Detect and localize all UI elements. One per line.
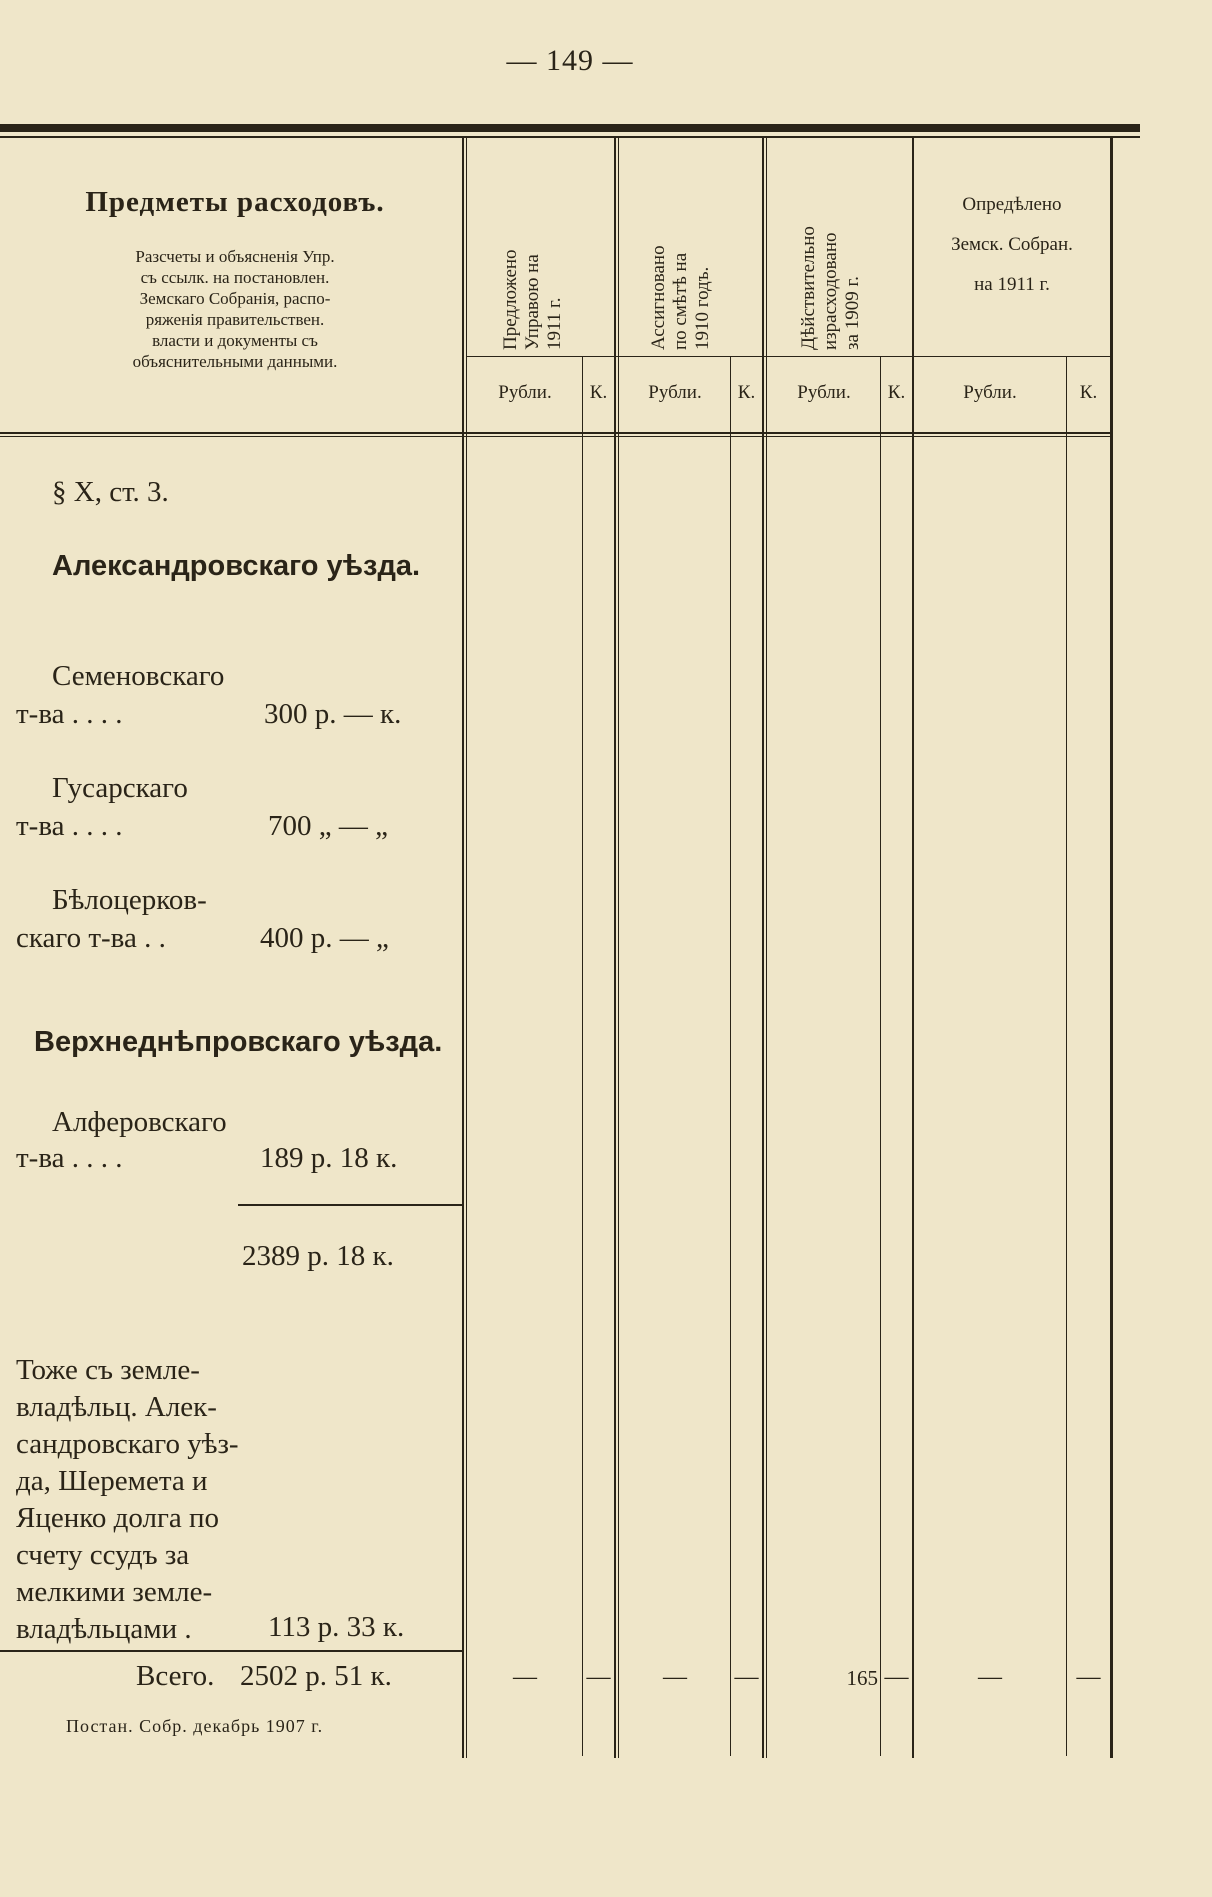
kop-divider: [880, 356, 881, 1756]
col-divider: [466, 138, 467, 1758]
total-col1-kop: —: [586, 1664, 611, 1690]
kop-divider: [1066, 356, 1067, 1756]
top-rule-thin: [0, 136, 1140, 138]
kop-divider: [582, 356, 583, 1756]
col4-header: Опредѣлено Земск. Собран. на 1911 г.: [951, 194, 1073, 295]
total-col4-rubli: —: [978, 1664, 1002, 1690]
col4-rubli: Рубли.: [963, 382, 1017, 403]
header-title: Предметы расходовъ.: [85, 186, 385, 218]
top-rule: [0, 124, 1140, 132]
header-bottom-rule-thin: [0, 436, 1112, 437]
header-bottom-rule: [0, 432, 1112, 434]
header-subtitle: Разсчеты и объясненія Упр. съ ссылк. на постановлен. Земскаго Собранія, распо- ряженія правительствен. власти и документы съ объяснительными данными.: [132, 247, 338, 371]
row1-amount: 300 р. — к.: [264, 698, 402, 730]
row1-name2: т-ва . . . .: [16, 698, 123, 730]
col3-rubli: Рубли.: [797, 382, 851, 403]
col1-rubli: Рубли.: [498, 382, 552, 403]
total-col4-kop: —: [1076, 1664, 1101, 1690]
col2-rubli: Рубли.: [648, 382, 702, 403]
total-col3-rubli: 165: [846, 1666, 878, 1690]
col3-kop: К.: [887, 382, 906, 403]
row4-name: Алферовскаго: [52, 1106, 227, 1138]
total-label: Всего.: [136, 1660, 215, 1692]
also-text: Тоже съ земле- владѣльц. Алек- сандровскаго уѣз- да, Шеремета и Яценко долга по счету ссудъ за мелкими земле- владѣльцами .: [16, 1354, 239, 1645]
uezd-heading-1: Александровскаго уѣзда.: [52, 550, 421, 582]
header-subline: [466, 356, 1110, 357]
row2-name: Гусарскаго: [52, 772, 188, 804]
col-divider: [462, 138, 464, 1758]
col2-kop: К.: [737, 382, 756, 403]
total-rule: [0, 1650, 462, 1652]
page-number: — 149 —: [506, 44, 634, 77]
total-amount: 2502 р. 51 к.: [240, 1660, 392, 1692]
total-col2-kop: —: [734, 1664, 759, 1690]
col-divider: [766, 138, 767, 1758]
total-col3-kop: —: [884, 1664, 909, 1690]
kop-divider: [730, 356, 731, 1756]
total-col1-rubli: —: [513, 1664, 537, 1690]
row2-amount: 700 „ — „: [268, 810, 388, 842]
row3-amount: 400 р. — „: [260, 922, 389, 954]
col2-header: Ассигновано по смѣтѣ на 1910 годъ.: [648, 245, 713, 350]
col-divider: [618, 138, 619, 1758]
also-amount: 113 р. 33 к.: [268, 1611, 405, 1643]
col1-header: Предложено Управою на 1911 г.: [500, 249, 565, 350]
total-col2-rubli: —: [663, 1664, 687, 1690]
row3-name: Бѣлоцерков-: [52, 884, 207, 916]
section-ref: § X, ст. 3.: [52, 476, 169, 508]
col4-kop: К.: [1079, 382, 1098, 403]
col-divider: [762, 138, 764, 1758]
col-divider: [1110, 138, 1113, 1758]
col3-header: Дѣйствительно израсходовано за 1909 г.: [798, 226, 863, 350]
row1-name: Семеновскаго: [52, 660, 225, 692]
row4-name2: т-ва . . . .: [16, 1142, 123, 1174]
footnote: Постан. Собр. декабрь 1907 г.: [66, 1716, 324, 1736]
row2-name2: т-ва . . . .: [16, 810, 123, 842]
row3-name2: скаго т-ва . .: [16, 922, 166, 954]
col-divider: [614, 138, 616, 1758]
subtotal-rule: [238, 1204, 462, 1206]
uezd-heading-2: Верхнеднѣпровскаго уѣзда.: [34, 1026, 443, 1058]
row4-amount: 189 р. 18 к.: [260, 1142, 398, 1174]
col1-kop: К.: [589, 382, 608, 403]
subtotal-amount: 2389 р. 18 к.: [242, 1240, 394, 1272]
col-divider: [912, 138, 914, 1758]
